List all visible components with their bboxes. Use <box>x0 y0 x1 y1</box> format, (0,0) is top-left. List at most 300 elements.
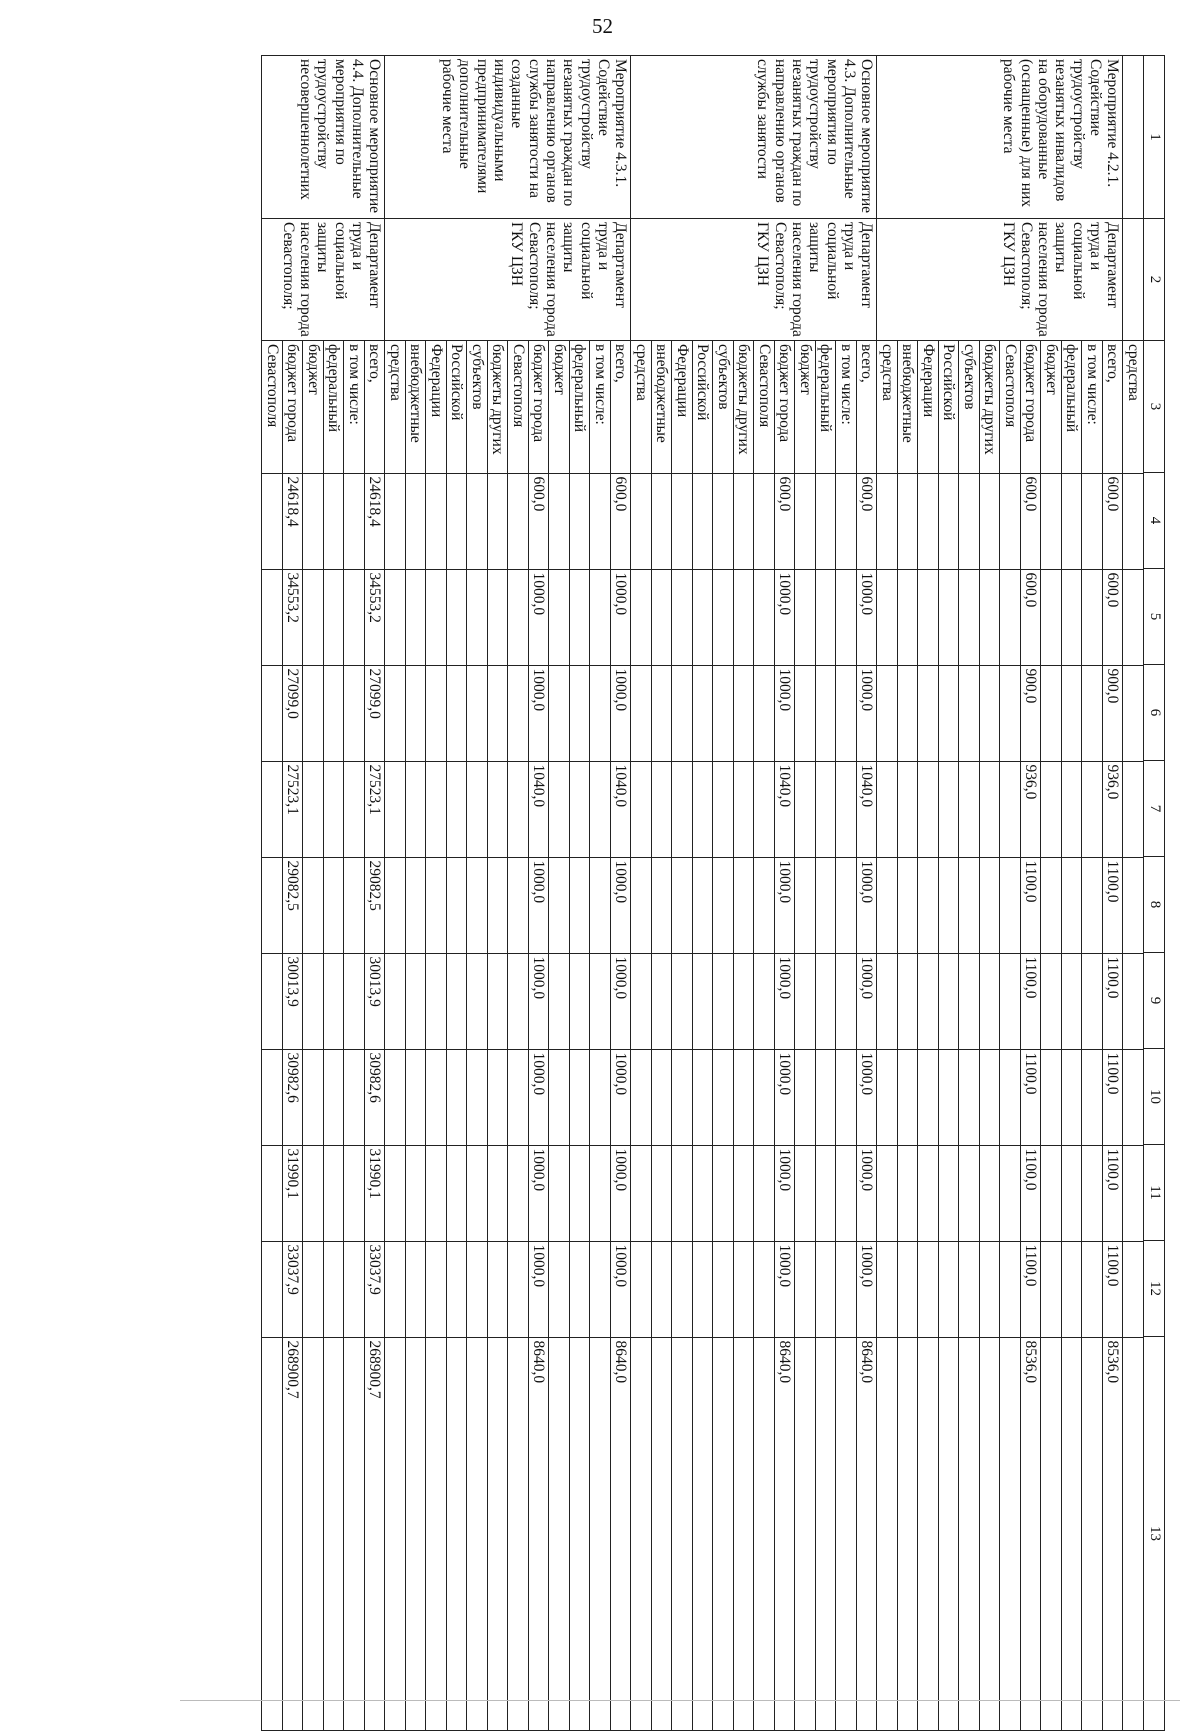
amount-cell <box>632 473 652 569</box>
amount-cell <box>713 1145 734 1241</box>
amount-cell <box>386 857 406 953</box>
amount-cell <box>508 1337 529 1731</box>
amount-cell <box>939 1049 960 1145</box>
amount-cell <box>467 473 488 569</box>
amount-cell: 1100,0 <box>1021 857 1042 953</box>
amount-cell <box>734 761 755 857</box>
amount-cell <box>590 761 611 857</box>
amount-cell <box>754 665 775 761</box>
amount-cell: 8536,0 <box>1021 1337 1042 1731</box>
funding-source-cell: в том числе: <box>590 341 611 473</box>
amount-cell: 1000,0 <box>529 857 550 953</box>
amount-cell <box>1041 473 1062 569</box>
amount-cell <box>406 473 427 569</box>
amount-cell: 1000,0 <box>775 857 796 953</box>
funding-source-cell: бюджет города <box>283 341 304 473</box>
amount-cell <box>508 665 529 761</box>
amount-cell <box>386 569 406 665</box>
amount-cell <box>795 857 816 953</box>
amount-cell: 1040,0 <box>857 761 877 857</box>
amount-cell <box>447 1337 468 1731</box>
amount-cell <box>488 1241 509 1337</box>
amount-cell <box>549 1145 570 1241</box>
amount-cell: 600,0 <box>1103 569 1123 665</box>
amount-cell: 1000,0 <box>857 569 877 665</box>
amount-cell: 1100,0 <box>1103 1145 1123 1241</box>
amount-cell: 24618,4 <box>283 473 304 569</box>
amount-cell <box>426 857 447 953</box>
header-cell: 1 <box>1144 56 1165 219</box>
page-number: 52 <box>592 14 613 38</box>
table-row <box>467 341 488 1731</box>
amount-cell <box>898 473 919 569</box>
scan-edge-line <box>180 1700 1180 1701</box>
amount-cell <box>1082 569 1103 665</box>
amount-cell <box>898 569 919 665</box>
amount-cell <box>467 665 488 761</box>
amount-cell <box>959 1049 980 1145</box>
financing-subtable <box>877 341 1123 1731</box>
amount-cell: 1000,0 <box>857 953 877 1049</box>
amount-cell: 600,0 <box>775 473 796 569</box>
header-row <box>1144 56 1165 1731</box>
amount-cell <box>754 1337 775 1731</box>
amount-cell <box>693 473 714 569</box>
amount-cell <box>632 1337 652 1731</box>
amount-cell <box>918 1241 939 1337</box>
amount-cell <box>303 1145 324 1241</box>
table-row <box>303 341 324 1731</box>
funding-source-cell: внебюджетные <box>898 341 919 473</box>
amount-cell: 30013,9 <box>283 953 304 1049</box>
amount-cell <box>918 569 939 665</box>
amount-cell: 600,0 <box>611 473 631 569</box>
amount-cell <box>590 1337 611 1731</box>
measure-block <box>262 56 385 1731</box>
table-row <box>324 341 345 1731</box>
table-row <box>1124 341 1144 1731</box>
measure-name-cell: Мероприятие 4.2.1. Содействие трудоустройству незанятых инвалидов на оборудованные (оснащенные) для них рабочие места <box>877 56 1123 219</box>
amount-cell: 1000,0 <box>775 569 796 665</box>
amount-cell <box>734 1049 755 1145</box>
amount-cell <box>1124 1241 1144 1337</box>
amount-cell <box>590 857 611 953</box>
table-row <box>713 341 734 1731</box>
amount-cell <box>795 1337 816 1731</box>
funding-source-cell: Севастополя <box>1000 341 1021 473</box>
amount-cell <box>324 1337 345 1731</box>
amount-cell <box>1124 761 1144 857</box>
amount-cell <box>303 761 324 857</box>
amount-cell <box>406 1337 427 1731</box>
amount-cell <box>672 953 693 1049</box>
amount-cell <box>1041 857 1062 953</box>
amount-cell <box>590 473 611 569</box>
amount-cell <box>816 473 837 569</box>
amount-cell <box>1000 1241 1021 1337</box>
amount-cell <box>713 857 734 953</box>
amount-cell <box>303 1337 324 1731</box>
amount-cell <box>918 665 939 761</box>
amount-cell <box>918 1145 939 1241</box>
amount-cell <box>939 1145 960 1241</box>
amount-cell <box>263 1337 283 1731</box>
amount-cell <box>918 1337 939 1731</box>
amount-cell <box>672 665 693 761</box>
amount-cell <box>713 953 734 1049</box>
amount-cell <box>508 1145 529 1241</box>
table-row <box>857 341 877 1731</box>
amount-cell <box>447 473 468 569</box>
financing-subtable <box>262 341 385 1731</box>
funding-source-cell: Российской <box>447 341 468 473</box>
amount-cell <box>1062 1337 1083 1731</box>
amount-cell <box>263 569 283 665</box>
amount-cell <box>549 665 570 761</box>
header-cell: 12 <box>1144 1241 1165 1337</box>
table-row <box>918 341 939 1731</box>
amount-cell <box>632 857 652 953</box>
rotated-table-wrapper <box>262 55 1166 1630</box>
amount-cell <box>836 1145 857 1241</box>
amount-cell: 27523,1 <box>365 761 385 857</box>
amount-cell <box>693 569 714 665</box>
table-row <box>590 341 611 1731</box>
amount-cell <box>324 953 345 1049</box>
funding-source-cell: федеральный <box>816 341 837 473</box>
amount-cell <box>1082 473 1103 569</box>
funding-source-cell: бюджет <box>303 341 324 473</box>
financing-rows <box>878 341 1123 1731</box>
amount-cell <box>795 761 816 857</box>
table-row <box>611 341 631 1731</box>
amount-cell <box>303 1049 324 1145</box>
amount-cell <box>1062 761 1083 857</box>
amount-cell <box>836 473 857 569</box>
amount-cell <box>734 857 755 953</box>
amount-cell <box>754 1049 775 1145</box>
amount-cell <box>467 761 488 857</box>
header-cell: 11 <box>1144 1145 1165 1241</box>
table-row <box>652 341 673 1731</box>
amount-cell: 1100,0 <box>1103 953 1123 1049</box>
amount-cell <box>426 665 447 761</box>
amount-cell <box>1000 473 1021 569</box>
funding-source-cell: бюджет <box>795 341 816 473</box>
amount-cell <box>1041 569 1062 665</box>
amount-cell <box>980 1145 1001 1241</box>
table-row <box>570 341 591 1731</box>
amount-cell <box>324 1049 345 1145</box>
amount-cell <box>816 857 837 953</box>
amount-cell <box>632 761 652 857</box>
amount-cell <box>980 1241 1001 1337</box>
funding-source-cell: всего, <box>1103 341 1123 473</box>
amount-cell <box>447 857 468 953</box>
amount-cell <box>878 1241 898 1337</box>
amount-cell: 1000,0 <box>775 1145 796 1241</box>
continuation-subtable <box>1123 341 1144 1731</box>
table-row <box>365 341 385 1731</box>
amount-cell: 8640,0 <box>529 1337 550 1731</box>
amount-cell <box>549 761 570 857</box>
amount-cell <box>836 665 857 761</box>
amount-cell <box>467 953 488 1049</box>
amount-cell: 1100,0 <box>1103 1241 1123 1337</box>
amount-cell <box>816 1337 837 1731</box>
header-cell: 9 <box>1144 953 1165 1049</box>
measure-name-cell: Основное мероприятие 4.3. Дополнительные мероприятия по трудоустройству незанятых граждан по направлению органов службы занятости <box>631 56 877 219</box>
amount-cell <box>836 569 857 665</box>
amount-cell <box>980 665 1001 761</box>
amount-cell <box>386 1049 406 1145</box>
amount-cell <box>672 473 693 569</box>
amount-cell: 1100,0 <box>1021 1049 1042 1145</box>
funding-source-cell: в том числе: <box>1082 341 1103 473</box>
amount-cell: 30982,6 <box>365 1049 385 1145</box>
amount-cell <box>386 761 406 857</box>
amount-cell <box>344 1049 365 1145</box>
amount-cell <box>324 857 345 953</box>
funding-source-cell: бюджет города <box>1021 341 1042 473</box>
amount-cell <box>693 761 714 857</box>
amount-cell: 1000,0 <box>529 1145 550 1241</box>
amount-cell <box>303 953 324 1049</box>
amount-cell <box>344 665 365 761</box>
amount-cell <box>590 665 611 761</box>
amount-cell <box>488 1337 509 1731</box>
amount-cell: 33037,9 <box>365 1241 385 1337</box>
amount-cell <box>549 569 570 665</box>
amount-cell <box>1124 569 1144 665</box>
amount-cell <box>1000 857 1021 953</box>
amount-cell <box>406 569 427 665</box>
amount-cell <box>303 1241 324 1337</box>
funding-source-cell: бюджеты других <box>980 341 1001 473</box>
amount-cell: 1000,0 <box>857 1241 877 1337</box>
funding-source-cell: федеральный <box>1062 341 1083 473</box>
amount-cell <box>406 1145 427 1241</box>
amount-cell <box>959 857 980 953</box>
amount-cell <box>263 1145 283 1241</box>
amount-cell <box>652 1241 673 1337</box>
amount-cell <box>672 1145 693 1241</box>
amount-cell <box>426 1145 447 1241</box>
amount-cell <box>918 1049 939 1145</box>
amount-cell: 1000,0 <box>857 665 877 761</box>
amount-cell <box>632 569 652 665</box>
amount-cell <box>693 665 714 761</box>
funding-source-cell: бюджет <box>549 341 570 473</box>
amount-cell: 1100,0 <box>1103 1049 1123 1145</box>
funding-source-cell: Севастополя <box>263 341 283 473</box>
amount-cell <box>693 1241 714 1337</box>
amount-cell <box>508 1049 529 1145</box>
amount-cell <box>652 1337 673 1731</box>
table-row <box>959 341 980 1731</box>
amount-cell <box>303 569 324 665</box>
amount-cell <box>324 569 345 665</box>
amount-cell <box>1062 857 1083 953</box>
amount-cell <box>693 1145 714 1241</box>
funding-source-cell: бюджет города <box>775 341 796 473</box>
amount-cell <box>939 1241 960 1337</box>
amount-cell <box>734 953 755 1049</box>
table-row <box>1062 341 1083 1731</box>
amount-cell: 600,0 <box>1021 473 1042 569</box>
amount-cell <box>263 857 283 953</box>
amount-cell <box>263 1049 283 1145</box>
amount-cell <box>344 857 365 953</box>
amount-cell <box>1062 1241 1083 1337</box>
amount-cell <box>406 953 427 1049</box>
amount-cell <box>406 1241 427 1337</box>
amount-cell <box>878 473 898 569</box>
amount-cell <box>795 1241 816 1337</box>
amount-cell <box>1082 1049 1103 1145</box>
amount-cell <box>959 953 980 1049</box>
amount-cell <box>426 761 447 857</box>
amount-cell <box>754 953 775 1049</box>
amount-cell: 1000,0 <box>611 1049 631 1145</box>
amount-cell <box>488 665 509 761</box>
amount-cell <box>570 953 591 1049</box>
table-row <box>1000 341 1021 1731</box>
amount-cell <box>693 1049 714 1145</box>
amount-cell <box>980 473 1001 569</box>
amount-cell <box>898 665 919 761</box>
amount-cell: 268900,7 <box>365 1337 385 1731</box>
table-row <box>898 341 919 1731</box>
funding-source-cell: федеральный <box>570 341 591 473</box>
amount-cell <box>1124 1145 1144 1241</box>
amount-cell <box>386 665 406 761</box>
table-row <box>344 341 365 1731</box>
financing-rows <box>1124 341 1144 1731</box>
amount-cell: 1000,0 <box>611 1145 631 1241</box>
amount-cell <box>713 1241 734 1337</box>
amount-cell: 8640,0 <box>775 1337 796 1731</box>
measure-name-cell: Мероприятие 4.3.1. Содействие трудоустройству незанятых граждан по направлению органов службы занятости на созданные индивидуальными предпринимателями дополнительные рабочие места <box>385 56 631 219</box>
amount-cell <box>980 569 1001 665</box>
amount-cell <box>939 1337 960 1731</box>
funding-source-cell: Федерации <box>426 341 447 473</box>
amount-cell: 30013,9 <box>365 953 385 1049</box>
amount-cell <box>816 665 837 761</box>
amount-cell <box>488 1049 509 1145</box>
measure-block <box>631 56 877 1731</box>
amount-cell: 1000,0 <box>857 857 877 953</box>
amount-cell: 600,0 <box>1021 569 1042 665</box>
funding-source-cell: всего, <box>365 341 385 473</box>
amount-cell <box>1062 1049 1083 1145</box>
amount-cell <box>898 761 919 857</box>
amount-cell <box>1124 1337 1144 1731</box>
amount-cell <box>263 665 283 761</box>
amount-cell <box>652 953 673 1049</box>
amount-cell <box>426 569 447 665</box>
table-row <box>386 341 406 1731</box>
amount-cell <box>754 1145 775 1241</box>
amount-cell: 1000,0 <box>529 1049 550 1145</box>
funding-source-cell: Севастополя <box>754 341 775 473</box>
amount-cell <box>1124 473 1144 569</box>
amount-cell <box>672 761 693 857</box>
amount-cell: 1000,0 <box>611 857 631 953</box>
amount-cell: 1000,0 <box>611 1241 631 1337</box>
table-row <box>1041 341 1062 1731</box>
amount-cell <box>447 1145 468 1241</box>
amount-cell <box>570 665 591 761</box>
amount-cell <box>795 473 816 569</box>
amount-cell <box>447 569 468 665</box>
table-row <box>632 341 652 1731</box>
table-row <box>693 341 714 1731</box>
amount-cell: 1000,0 <box>611 953 631 1049</box>
amount-cell <box>386 1145 406 1241</box>
amount-cell <box>795 665 816 761</box>
amount-cell <box>734 1241 755 1337</box>
amount-cell <box>1000 761 1021 857</box>
executor-cell: Департамент труда и социальной защиты населения города Севастополя; ГКУ ЦЗН <box>385 219 631 341</box>
financing-rows <box>632 341 877 1731</box>
amount-cell <box>652 1049 673 1145</box>
amount-cell <box>570 569 591 665</box>
amount-cell: 1040,0 <box>529 761 550 857</box>
table-row <box>529 341 550 1731</box>
table-row <box>508 341 529 1731</box>
amount-cell <box>570 857 591 953</box>
amount-cell <box>959 569 980 665</box>
funding-source-cell: Российской <box>693 341 714 473</box>
amount-cell: 1000,0 <box>529 953 550 1049</box>
amount-cell <box>959 1145 980 1241</box>
amount-cell <box>898 1145 919 1241</box>
measure-name-cell: Основное мероприятие 4.4. Дополнительные мероприятия по трудоустройству несовершеннолетних <box>262 56 385 219</box>
amount-cell: 600,0 <box>1103 473 1123 569</box>
amount-cell <box>836 953 857 1049</box>
amount-cell <box>713 569 734 665</box>
amount-cell <box>693 857 714 953</box>
amount-cell <box>878 569 898 665</box>
amount-cell <box>1082 1241 1103 1337</box>
amount-cell <box>632 953 652 1049</box>
amount-cell <box>447 1241 468 1337</box>
amount-cell <box>406 665 427 761</box>
amount-cell <box>939 953 960 1049</box>
amount-cell <box>386 1241 406 1337</box>
amount-cell <box>734 473 755 569</box>
amount-cell <box>447 953 468 1049</box>
amount-cell: 1000,0 <box>775 665 796 761</box>
header-cell: 8 <box>1144 857 1165 953</box>
amount-cell: 1100,0 <box>1021 1241 1042 1337</box>
amount-cell: 268900,7 <box>283 1337 304 1731</box>
amount-cell <box>1062 665 1083 761</box>
amount-cell <box>836 1049 857 1145</box>
amount-cell <box>1082 953 1103 1049</box>
amount-cell <box>488 1145 509 1241</box>
amount-cell: 936,0 <box>1103 761 1123 857</box>
amount-cell <box>816 569 837 665</box>
funding-source-cell: бюджеты других <box>734 341 755 473</box>
amount-cell <box>836 857 857 953</box>
amount-cell <box>467 1337 488 1731</box>
amount-cell <box>632 1145 652 1241</box>
amount-cell <box>632 1241 652 1337</box>
amount-cell <box>652 473 673 569</box>
amount-cell <box>693 1337 714 1731</box>
